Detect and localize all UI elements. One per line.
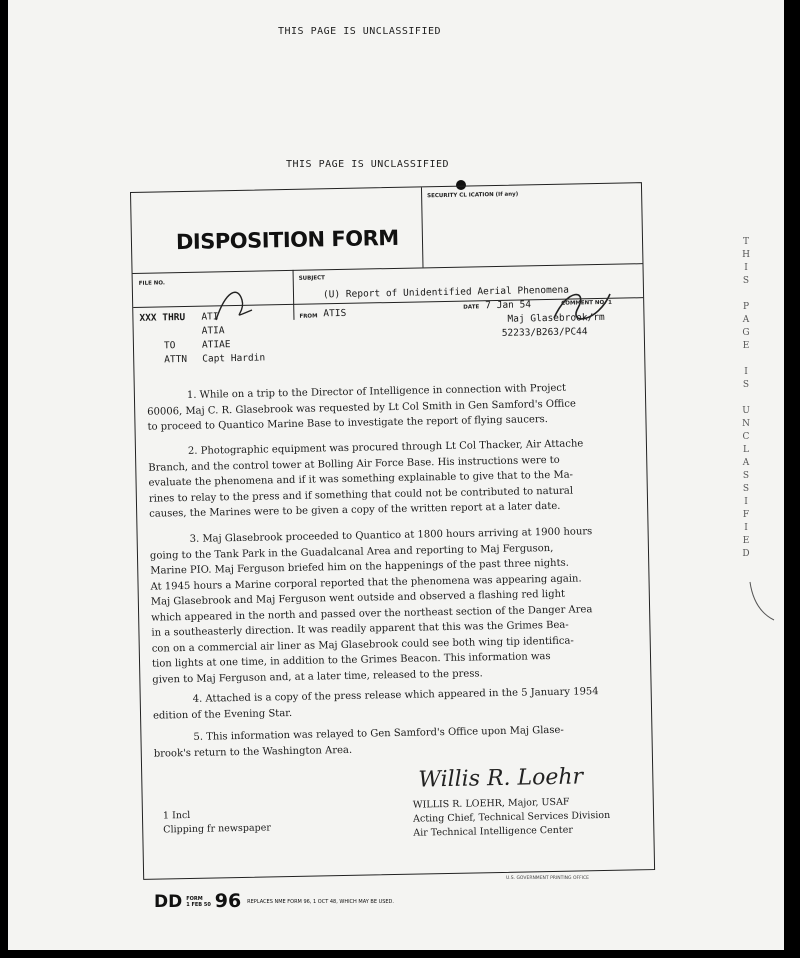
top-classification-banner: THIS PAGE IS UNCLASSIFIED xyxy=(278,26,442,37)
paragraph-3: 3. Maj Glasebrook proceeded to Quantico at 1800 hours arriving at 1900 hours going to the Tank Park in the Guadalcanal Area and reporting to Maj Ferguson, Marine PIO. Maj Ferguson briefed him on the happenings of the past three nights. At 1945 hours a Marine corporal reported that the phenomena was appearing again. Maj Glasebrook and Maj Ferguson went outside and observed a flashing red light which appeared in the north and passed over the northeast section of the Danger Area in a southeasterly direction. It was readily apparent that this was the Grimes Bea- con on a commercial air liner as Maj Glasebrook could see both wing tip identifica- tion lights at one time, in addition to the Grimes Beacon. This information was given to Maj Ferguson and, at a later time, released to the press. xyxy=(149,526,593,686)
enclosure-description: Clipping fr newspaper xyxy=(163,822,271,836)
second-classification-banner: THIS PAGE IS UNCLASSIFIED xyxy=(286,159,450,170)
paragraph-5: 5. This information was relayed to Gen Samford's Office upon Maj Glase- brook's return to the Washington Area. xyxy=(153,724,564,760)
signer-name: WILLIS R. LOEHR, Major, USAF xyxy=(412,796,570,811)
paragraph-1: 1. While on a trip to the Director of Intelligence in connection with Project 60006, Maj C. R. Glasebrook was requested by Lt Col Smith in Gen Samford's Office to proceed to Quantico Marine Base to investigate the report of flying saucers. xyxy=(147,382,576,433)
signer-title: Acting Chief, Technical Services Division xyxy=(412,809,611,825)
originator: Maj Glasebrook/rm xyxy=(507,311,605,325)
to-label: TO xyxy=(163,340,176,352)
subject-text: (U) Report of Unidentified Aerial Phenomena xyxy=(322,284,570,301)
scribble-over-comment-icon xyxy=(548,282,618,332)
attn-value: Capt Hardin xyxy=(202,352,266,365)
form-title: DISPOSITION FORM xyxy=(175,225,399,255)
side-classification-banner: T H I S P A G E I S U N C L A S S I F I E D xyxy=(742,237,750,559)
to-value: ATIAE xyxy=(201,339,231,351)
thru-label: XXX THRU xyxy=(139,311,186,324)
form-word: FORM xyxy=(186,896,203,902)
paragraph-2: 2. Photographic equipment was procured through Lt Col Thacker, Air Attache Branch, and the control tower at Bolling Air Force Base. His instructions were to evaluate the phenomena and if it was something explainable to give that to the Ma- rines to relay to the press and if something that could not be contributed to natural causes, the Marines were to be given a copy of the written report at a later date. xyxy=(148,438,584,520)
form-footer xyxy=(154,890,394,912)
handwritten-signature: Willis R. Loehr xyxy=(418,764,584,793)
thru-value: ATI xyxy=(201,311,219,323)
gpo-imprint: U.S. GOVERNMENT PRINTING OFFICE xyxy=(506,876,590,881)
subject-label: SUBJECT xyxy=(298,275,325,282)
attn-label: ATTN xyxy=(164,353,188,366)
initials-scribble-icon xyxy=(208,280,268,330)
comment-no-label: COMMENT NO. 1 xyxy=(561,299,612,307)
document-sheet xyxy=(8,0,784,950)
from-value: ATIS xyxy=(323,307,347,320)
dd-label: DD xyxy=(154,892,183,912)
phone-routing: 52233/B263/PC44 xyxy=(501,326,588,339)
enclosure-count: 1 Incl xyxy=(162,809,191,822)
date-value: 7 Jan 54 xyxy=(485,299,532,312)
form-number: 96 xyxy=(214,890,242,912)
from-label: FROM xyxy=(299,313,318,320)
security-classification-label: SECURITY CL ICATION (If any) xyxy=(427,191,519,200)
form-date: 1 FEB 50 xyxy=(186,902,211,908)
file-no-label: FILE NO. xyxy=(138,280,166,287)
date-label: DATE xyxy=(463,304,480,311)
edge-bracket-icon xyxy=(748,580,778,630)
thru-value-2: ATIA xyxy=(201,325,225,337)
replaces-note: REPLACES NME FORM 96, 1 OCT 48, WHICH MAY BE USED. xyxy=(247,899,395,905)
paragraph-4: 4. Attached is a copy of the press release which appeared in the 5 January 1954 edition of the Evening Star. xyxy=(152,686,599,722)
signer-org: Air Technical Intelligence Center xyxy=(413,824,573,839)
